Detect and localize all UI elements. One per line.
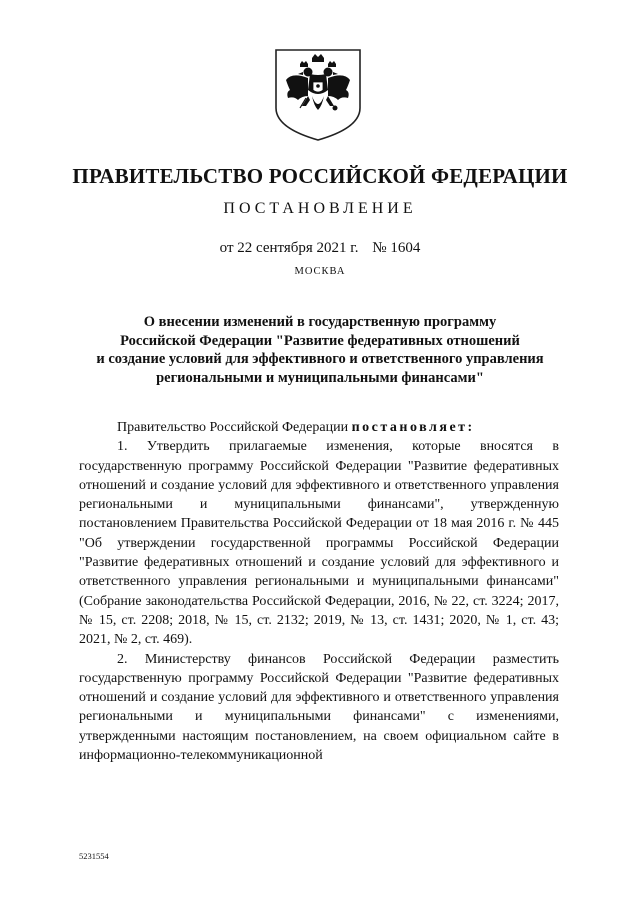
paragraph-2: 2. Министерству финансов Российской Федерации разместить государственную программу Российской Федерации "Развитие федеративных отношений и создание условий для эффективного и ответственного управления региональными и муниципальными финансами" с изменениями, утвержденными настоящим постановлением, на своем официальном сайте в информационно-телекоммуникационной bbox=[79, 651, 559, 764]
date-and-number bbox=[0, 240, 640, 257]
subject-line: региональными и муниципальными финансами" bbox=[156, 369, 484, 386]
russian-coat-of-arms-icon bbox=[272, 46, 364, 142]
intro-verb: постановляет: bbox=[351, 420, 475, 435]
subject-line: О внесении изменений в государственную программу bbox=[143, 314, 497, 330]
place: МОСКВА bbox=[294, 266, 346, 277]
paragraph-1: 1. Утвердить прилагаемые изменения, которые вносятся в государственную программу Российской Федерации "Развитие федеративных отношений и создание условий для эффективного и ответственного управления региональными и муниципальными финансами", утвержденную постановлением Правительства Российской Федерации от 18 мая 2016 г. № 445 "Об утверждении государственной программы Российской Федерации "Развитие федеративных отношений и создание условий для эффективного и ответственного управления региональными и муниципальными финансами" (Собрание законодательства Российской Федерации, 2016, № 22, ст. 3224; 2017, № 15, ст. 2208; 2018, № 15, ст. 2132; 2019, № 13, ст. 1431; 2020, № 1, ст. 43; 2021, № 2, ст. 469). bbox=[79, 439, 559, 648]
subject-line: Российской Федерации "Развитие федеративных отношений bbox=[120, 332, 520, 349]
government-title: ПРАВИТЕЛЬСТВО РОССИЙСКОЙ ФЕДЕРАЦИИ bbox=[72, 164, 568, 188]
document-number: 1604 bbox=[390, 240, 421, 256]
intro-prefix: Правительство Российской Федерации bbox=[117, 420, 349, 435]
subject-line: и создание условий для эффективного и ответственного управления bbox=[96, 351, 544, 367]
intro-line bbox=[79, 418, 559, 437]
document-subject bbox=[60, 313, 580, 387]
number-sign: № bbox=[372, 240, 387, 256]
document-body bbox=[79, 418, 559, 765]
document-type: ПОСТАНОВЛЕНИЕ bbox=[223, 200, 417, 217]
document-date: от 22 сентября 2021 г. bbox=[219, 240, 359, 256]
coat-of-arms bbox=[272, 46, 364, 142]
document-code: 5231554 bbox=[79, 851, 109, 861]
